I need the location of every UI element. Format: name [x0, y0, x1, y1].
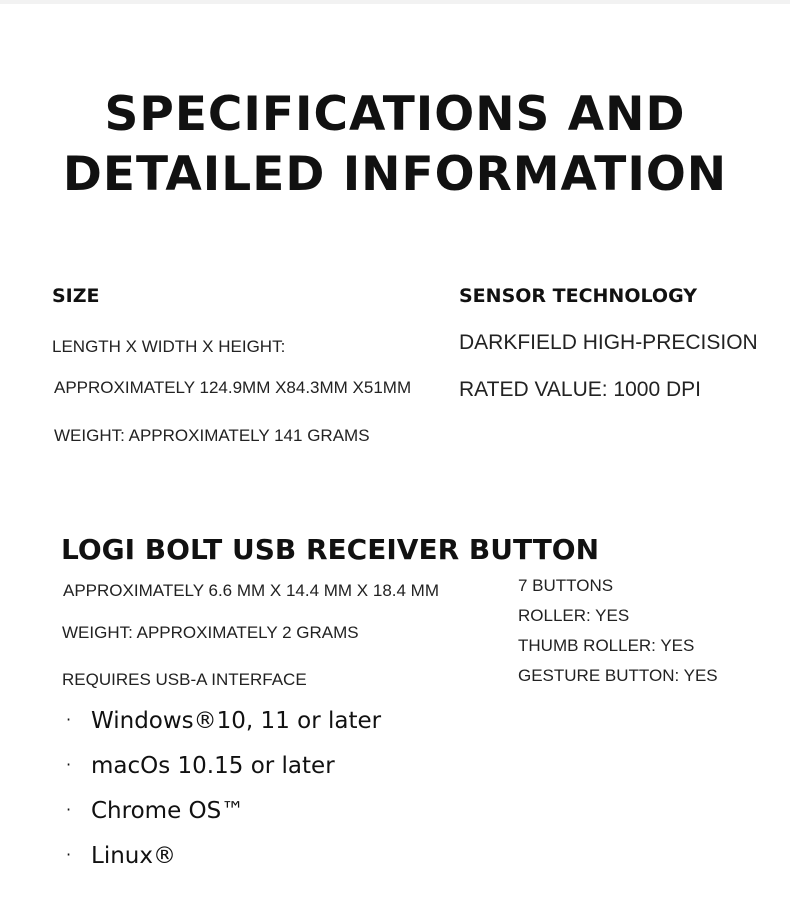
bullet-icon: · — [66, 755, 72, 774]
size-weight: WEIGHT: APPROXIMATELY 141 GRAMS — [54, 426, 370, 445]
os-item-chrome-os: Chrome OS™ — [91, 798, 245, 824]
page-title-line-1: SPECIFICATIONS AND — [104, 87, 686, 142]
os-list-item — [66, 753, 335, 779]
receiver-dimensions: APPROXIMATELY 6.6 MM X 14.4 MM X 18.4 MM — [63, 581, 440, 600]
sensor-heading: SENSOR TECHNOLOGY — [459, 285, 698, 307]
top-border — [0, 0, 790, 4]
buttons-roller: ROLLER: YES — [518, 606, 630, 625]
sensor-type: DARKFIELD HIGH-PRECISION — [459, 331, 758, 354]
buttons-count: 7 BUTTONS — [518, 576, 614, 595]
page-title-line-2: DETAILED INFORMATION — [62, 147, 728, 202]
os-item-windows: Windows®10, 11 or later — [91, 708, 382, 734]
receiver-interface: REQUIRES USB-A INTERFACE — [62, 670, 307, 689]
os-list-item — [66, 843, 176, 869]
bullet-icon: · — [66, 710, 72, 729]
size-dimensions-label: LENGTH X WIDTH X HEIGHT: — [52, 337, 286, 356]
bullet-icon: · — [66, 800, 72, 819]
bullet-icon: · — [66, 845, 72, 864]
sensor-rated-value: RATED VALUE: 1000 DPI — [459, 378, 701, 401]
os-list-item — [66, 708, 381, 734]
buttons-gesture: GESTURE BUTTON: YES — [518, 666, 718, 685]
receiver-weight: WEIGHT: APPROXIMATELY 2 GRAMS — [62, 623, 359, 642]
os-item-macos: macOs 10.15 or later — [91, 753, 335, 779]
receiver-heading: LOGI BOLT USB RECEIVER BUTTON — [61, 533, 600, 566]
size-dimensions-value: APPROXIMATELY 124.9MM X84.3MM X51MM — [54, 378, 412, 397]
size-heading: SIZE — [52, 285, 100, 307]
os-item-linux: Linux® — [91, 843, 176, 869]
os-list-item — [66, 798, 244, 824]
buttons-thumb-roller: THUMB ROLLER: YES — [518, 636, 695, 655]
